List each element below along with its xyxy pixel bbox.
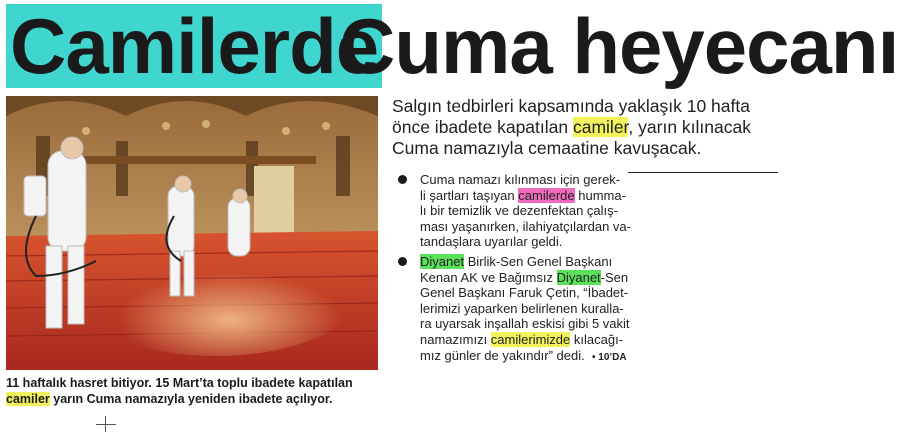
lead-line-1: Salgın tedbirleri kapsamında yaklaşık 10 hafta [392,96,750,116]
photo-illustration [6,96,378,370]
para1-line-3: lı bir temizlik ve dezenfektan çalış- [420,203,618,219]
para2-line-2-post: -Sen [600,269,629,285]
article-body [392,172,652,369]
para2-line-2-pre: Kenan AK ve Bağımsız [420,269,557,285]
para2-line-6-post: kılacağı- [570,331,624,347]
lead-line-2-pre: önce ibadete kapatılan [392,117,573,137]
para2-highlight-camilerimizde: camilerimizde [490,331,571,347]
para2-line-3: Genel Başkanı Faruk Çetin, “İbadet- [420,285,629,301]
caption-line-2-text: yarın Cuma namazıyla yeniden ibadete açılıyor. [49,392,333,406]
lead-line-2 [392,117,794,138]
para2-line-6 [420,332,652,348]
para2-line-2 [420,270,652,286]
lead-line-3: Cuma namazıyla cemaatine kavuşacak. [392,138,702,158]
para2-line-1 [420,254,652,270]
bullet-icon [398,257,407,266]
caption-line-2 [6,391,386,407]
para2-line-1-post: Birlik-Sen Genel Başkanı [464,253,613,269]
para2-highlight-diyanet-2: Diyanet [556,269,601,285]
photo-caption [6,375,386,407]
paragraph-2 [392,254,652,365]
para2-line-6-pre: namazımızı [420,331,491,347]
paragraph-1 [392,172,652,250]
para1-line-1: Cuma namazı kılınması için gerek- [420,172,621,187]
para2-line-5: ra uyarsak inşallah eskisi gibi 5 vakit [420,316,630,332]
crop-mark [96,416,116,432]
mosque-disinfection-photo [6,96,378,370]
caption-line-1: 11 haftalık hasret bitiyor. 15 Mart’ta toplu ibadete kapatılan [6,376,353,390]
para2-highlight-diyanet-1: Diyanet [420,253,465,269]
headline-word-camilerde: Camilerde [6,4,382,88]
headline-word-cuma-heyecani: Cuma heyecanı [339,2,898,90]
para2-line-7-text: mız günler de yakındır” dedi. [420,347,585,363]
para1-line-4: ması yaşanırken, ilahiyatçılardan va- [420,218,631,234]
para1-line-2 [420,188,652,204]
byline-signature: • 10’DA [591,351,627,363]
para1-line-5: tandaşlara uyarılar geldi. [420,234,563,250]
para2-line-7 [420,348,652,366]
para1-line-2-pre: li şartları taşıyan [420,187,519,203]
bullet-icon [398,175,407,184]
lead-line-2-post: , yarın kılınacak [628,117,751,137]
para1-highlight-camilerde: camilerde [518,187,575,203]
headline [2,0,898,90]
lead-highlight-camiler: camiler [572,117,629,137]
para1-line-2-post: humma- [574,187,626,203]
caption-highlight-camiler: camiler [6,392,50,406]
para2-line-4: lerimizi yaparken belirlenen kuralla- [420,300,624,316]
lead-paragraph [392,96,794,159]
